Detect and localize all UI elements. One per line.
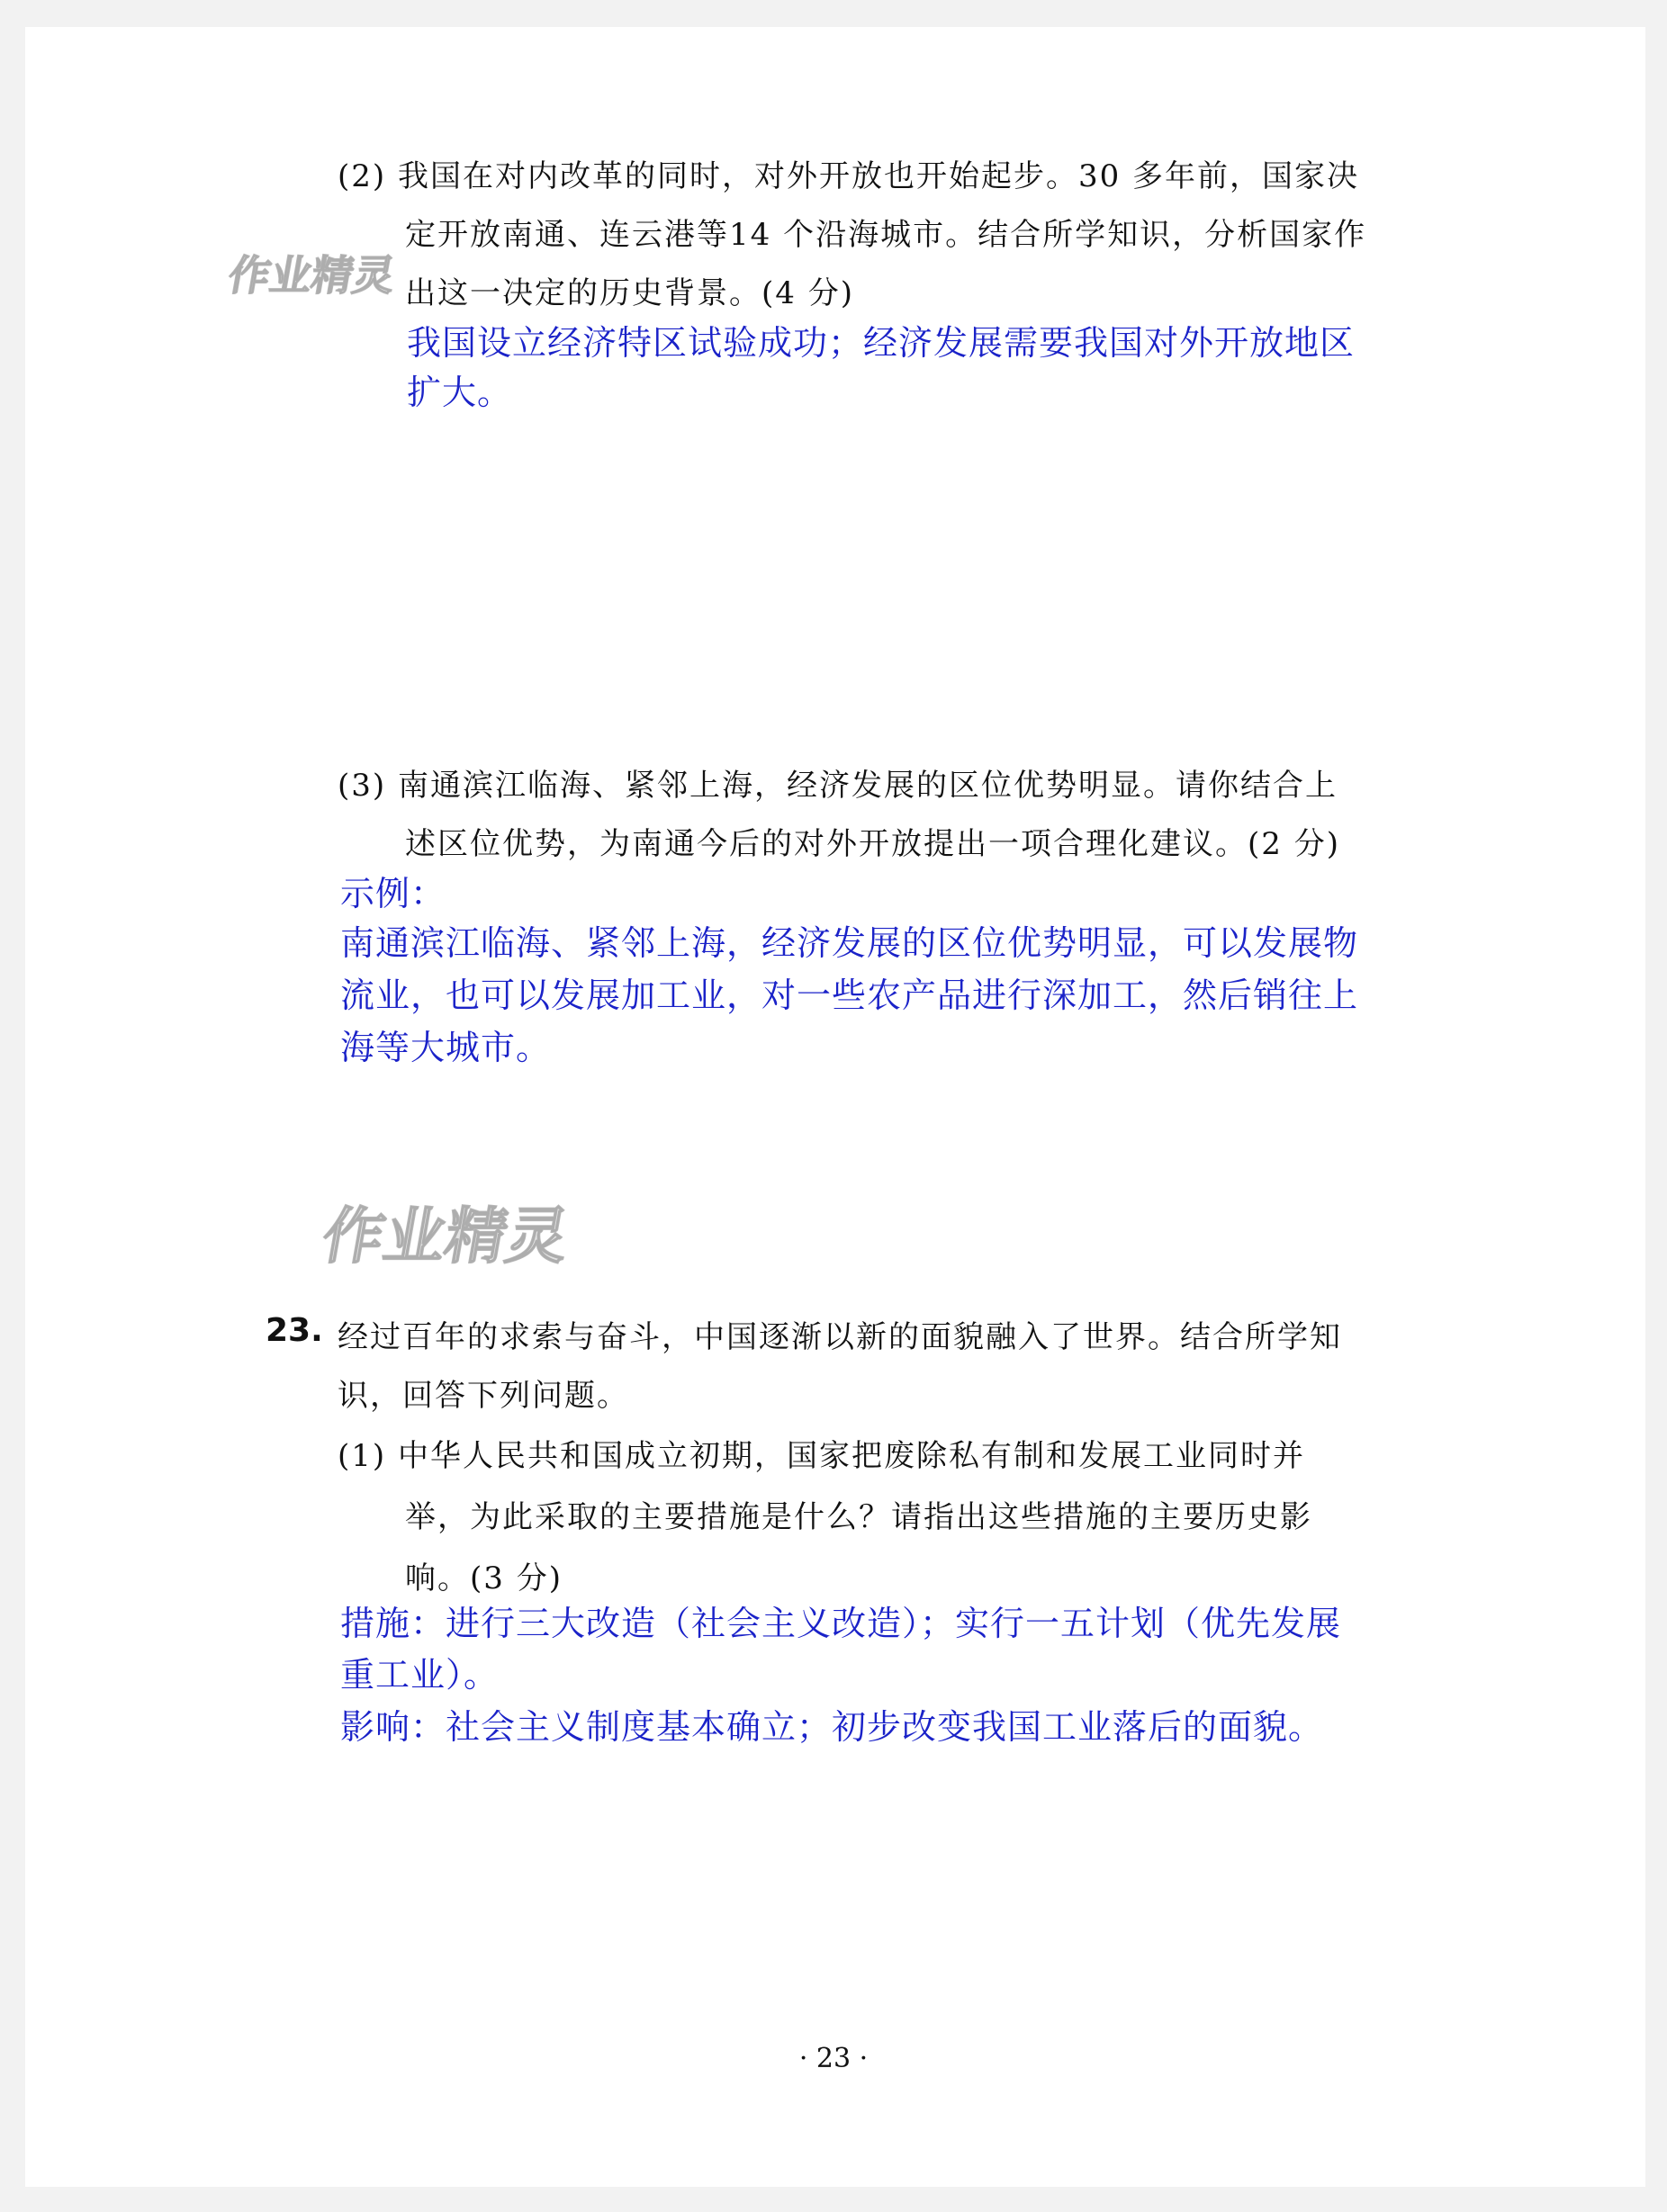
- q23-part1-answer-line-1: 措施：进行三大改造（社会主义改造）；实行一五计划（优先发展: [340, 1604, 1342, 1643]
- q22-part2-answer-line-2: 扩大。: [407, 373, 513, 412]
- q22-part3-answer-line-4: 海等大城市。: [340, 1028, 552, 1067]
- q22-part2-answer-line-1: 我国设立经济特区试验成功；经济发展需要我国对外开放地区: [407, 323, 1356, 363]
- q22-part2-line-1: (2) 我国在对内改革的同时，对外开放也开始起步。30 多年前，国家决: [338, 158, 1360, 194]
- question-number: 23.: [266, 1312, 323, 1349]
- q22-part3-answer-line-1: 示例：: [340, 874, 446, 913]
- q22-part2-line-3: 出这一决定的历史背景。(4 分): [405, 275, 854, 311]
- q22-part3-answer-line-2: 南通滨江临海、紧邻上海，经济发展的区位优势明显，可以发展物: [340, 923, 1359, 963]
- q23-stem-line-1: 经过百年的求索与奋斗，中国逐渐以新的面貌融入了世界。结合所学知: [338, 1319, 1342, 1355]
- q22-part3-answer-line-3: 流业，也可以发展加工业，对一些农产品进行深加工，然后销往上: [340, 976, 1359, 1015]
- q23-part1-answer-line-3: 影响：社会主义制度基本确立；初步改变我国工业落后的面貌。: [340, 1707, 1324, 1747]
- q22-part2-line-2: 定开放南通、连云港等14 个沿海城市。结合所学知识，分析国家作: [405, 217, 1367, 253]
- watermark-logo: 作业精灵: [316, 1201, 574, 1272]
- q23-part1-line-3: 响。(3 分): [405, 1560, 563, 1596]
- q22-part3-line-2: 述区位优势，为南通今后的对外开放提出一项合理化建议。(2 分): [405, 826, 1340, 862]
- q23-stem-line-2: 识，回答下列问题。: [338, 1378, 629, 1414]
- q23-part1-line-2: 举，为此采取的主要措施是什么？请指出这些措施的主要历史影: [405, 1499, 1312, 1535]
- q23-part1-line-1: (1) 中华人民共和国成立初期，国家把废除私有制和发展工业同时并: [338, 1438, 1305, 1474]
- q22-part3-line-1: (3) 南通滨江临海、紧邻上海，经济发展的区位优势明显。请你结合上: [338, 768, 1338, 804]
- page-number: · 23 ·: [798, 2043, 869, 2074]
- watermark-logo: 作业精灵: [224, 251, 400, 300]
- q23-part1-answer-line-2: 重工业）。: [340, 1655, 500, 1695]
